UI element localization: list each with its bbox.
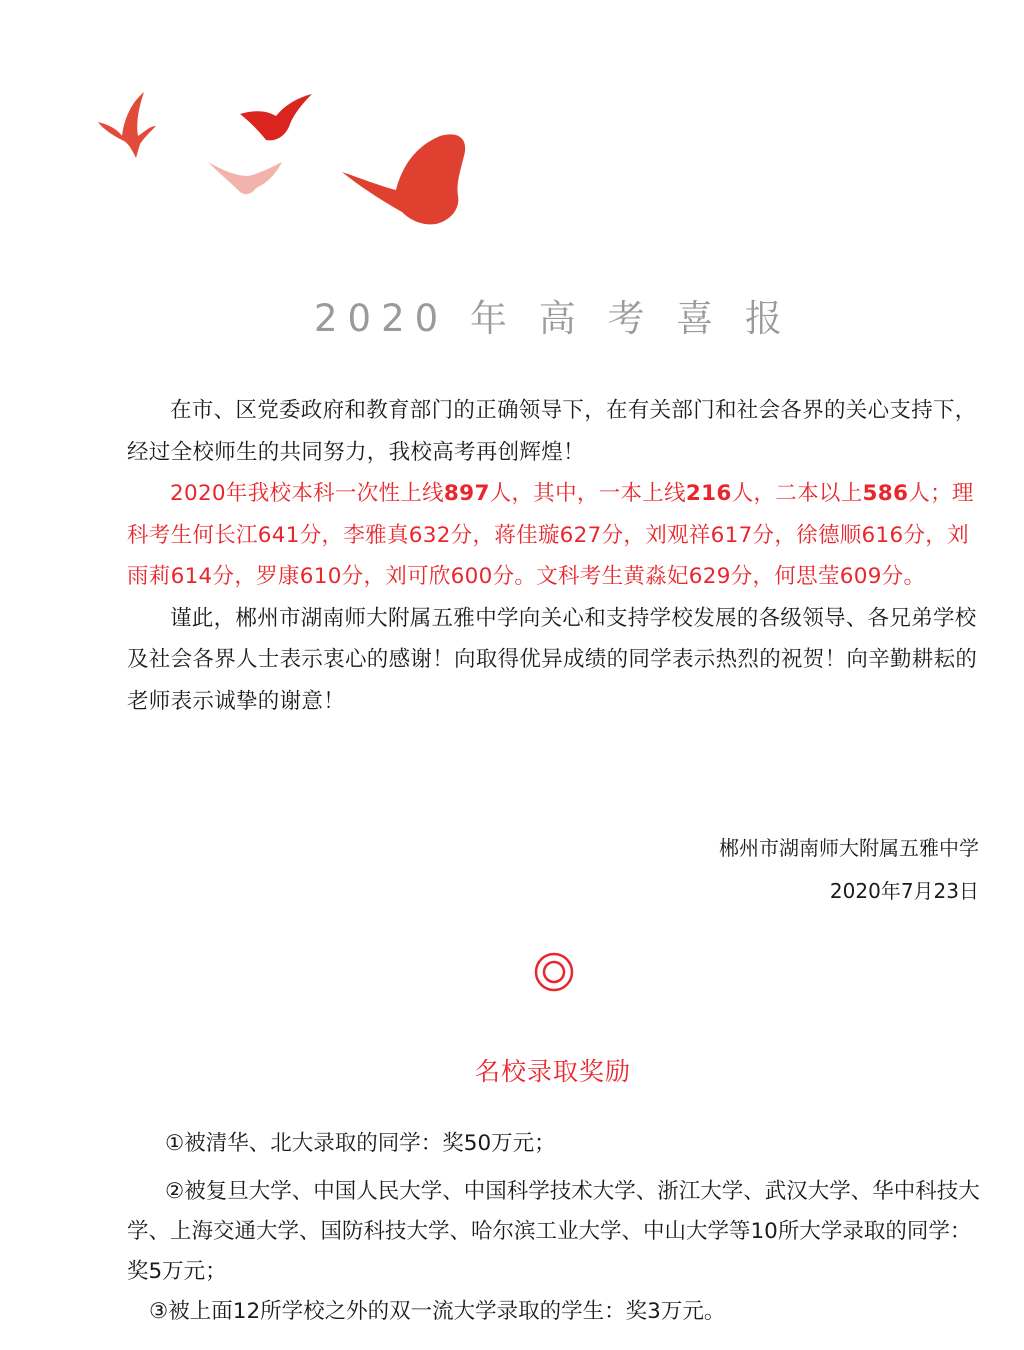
- results-mid2: 人，二本以上: [731, 481, 863, 506]
- announcement-body: [127, 390, 983, 722]
- bird-icon: [342, 134, 465, 224]
- results-mid1: 人，其中，一本上线: [489, 481, 686, 506]
- reward-item: ③被上面12所学校之外的双一流大学录取的学生：奖3万元。: [149, 1299, 726, 1324]
- results-tier1: 216: [685, 481, 732, 506]
- flying-birds-illustration: [90, 80, 480, 240]
- intro-paragraph: 在市、区党委政府和教育部门的正确领导下，在有关部门和社会各界的关心支持下，经过全校师生的共同努力，我校高考再创辉煌！: [127, 398, 977, 465]
- thanks-paragraph: 谨此，郴州市湖南师大附属五雅中学向关心和支持学校发展的各级领导、各兄弟学校及社会各界人士表示衷心的感谢！向取得优异成绩的同学表示热烈的祝贺！向辛勤耕耘的老师表示诚挚的谢意！: [127, 605, 978, 714]
- page-title: 2020 年 高 考 喜 报: [314, 297, 792, 340]
- rewards-list: [127, 1124, 983, 1332]
- results-paragraph: [127, 473, 983, 598]
- rewards-title: 名校录取奖励: [474, 1057, 631, 1086]
- signature-organization: 郴州市湖南师大附属五雅中学: [719, 836, 979, 860]
- reward-item: ①被清华、北大录取的同学：奖50万元；: [165, 1131, 556, 1156]
- bird-icon: [98, 92, 156, 158]
- results-prefix: 2020年我校本科一次性上线: [170, 481, 444, 506]
- bird-icon: [208, 162, 282, 194]
- results-total: 897: [443, 481, 490, 506]
- results-suffix: 人；理科考生何长江641分，李雅真632分，蒋佳璇627分，刘观祥617分，徐德顺616分，刘雨莉614分，罗康610分，刘可欣600分。文科考生黄淼妃629分，何思莹609分。: [127, 481, 974, 589]
- bird-icon: [240, 94, 312, 140]
- reward-item: ②被复旦大学、中国人民大学、中国科学技术大学、浙江大学、武汉大学、华中科技大学、上海交通大学、国防科技大学、哈尔滨工业大学、中山大学等10所大学录取的同学：奖5万元；: [127, 1179, 980, 1284]
- double-circle-icon: [532, 950, 576, 994]
- signature-date: 2020年7月23日: [829, 879, 979, 903]
- results-tier2: 586: [862, 481, 909, 506]
